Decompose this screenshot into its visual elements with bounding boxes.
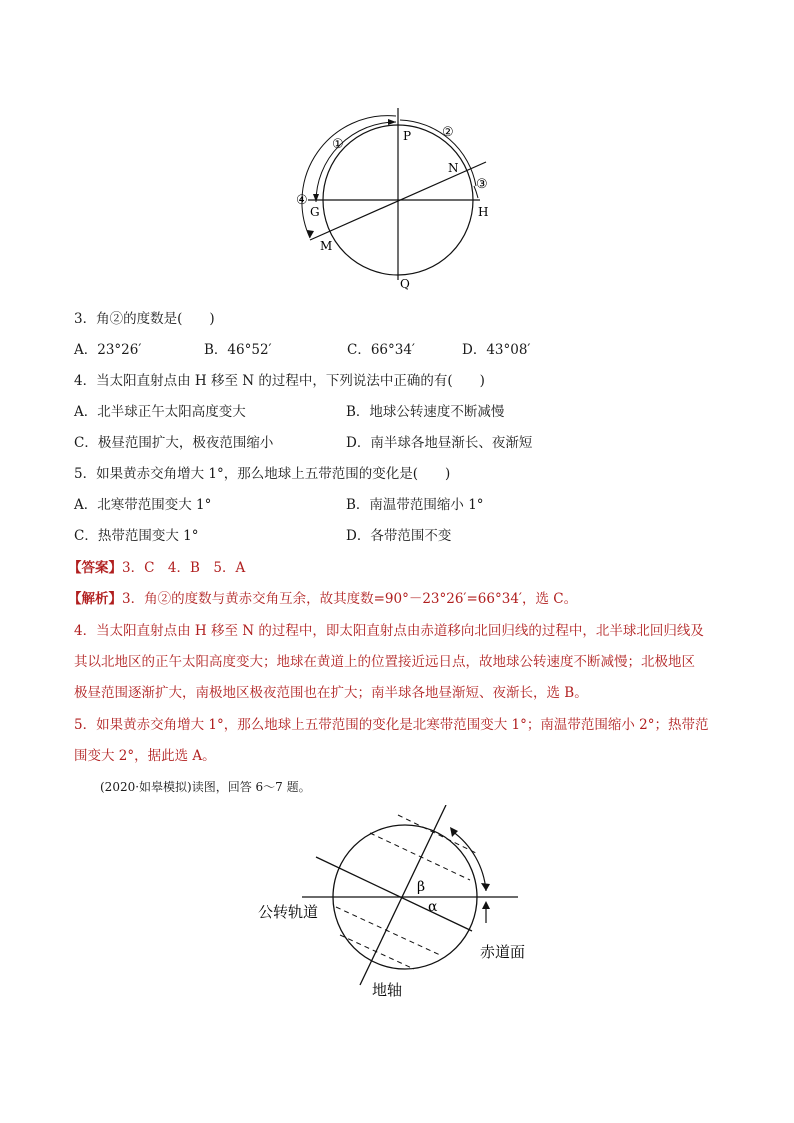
q5-option-b: B．南温带范围缩小 1° bbox=[346, 497, 484, 513]
q3-option-a: A．23°26′ bbox=[74, 342, 142, 358]
label-G: G bbox=[310, 205, 320, 219]
figure-earth-orbit bbox=[250, 805, 550, 1005]
analysis-line-5: 5．如果黄赤交角增大 1°，那么地球上五带范围的变化是北寒带范围变大 1°；南温带范围缩小 2°；热带范 bbox=[74, 717, 709, 733]
label-orbit: 公转轨道 bbox=[258, 903, 319, 921]
q3-option-d: D．43°08′ bbox=[462, 342, 531, 358]
q5-stem: 5．如果黄赤交角增大 1°，那么地球上五带范围的变化是( ) bbox=[74, 466, 451, 482]
label-H: H bbox=[478, 205, 489, 219]
analysis-tag: 【解析】 bbox=[68, 591, 122, 607]
q4-option-d: D．南半球各地昼渐长、夜渐短 bbox=[346, 435, 533, 451]
answer-text: 3．C 4．B 5．A bbox=[122, 560, 246, 576]
figure-celestial-circle bbox=[280, 100, 520, 295]
analysis-line-3: 其以北地区的正午太阳高度变大；地球在黄道上的位置接近远日点，故地球公转速度不断减慢；北极地区 bbox=[74, 654, 695, 670]
label-circle-2: ② bbox=[442, 125, 454, 140]
analysis-text-1: 3．角②的度数与黄赤交角互余，故其度数=90°－23°26′=66°34′，选 C。 bbox=[122, 591, 578, 607]
q5-option-a: A．北寒带范围变大 1° bbox=[74, 497, 212, 513]
q5-option-d: D．各带范围不变 bbox=[346, 528, 452, 544]
analysis-line-1 bbox=[68, 589, 577, 609]
q4-option-a: A．北半球正午太阳高度变大 bbox=[74, 404, 246, 420]
q3-option-b: B．46°52′ bbox=[204, 342, 272, 358]
label-circle-4: ④ bbox=[296, 193, 308, 208]
analysis-line-6: 围变大 2°，据此选 A。 bbox=[74, 748, 216, 764]
label-axis: 地轴 bbox=[372, 981, 403, 999]
q4-stem: 4．当太阳直射点由 H 移至 N 的过程中，下列说法中正确的有( ) bbox=[74, 373, 485, 389]
label-alpha: α bbox=[428, 899, 438, 915]
q4-option-b: B．地球公转速度不断减慢 bbox=[346, 404, 505, 420]
label-circle-1: ① bbox=[332, 137, 344, 152]
q4-option-c: C．极昼范围扩大，极夜范围缩小 bbox=[74, 435, 274, 451]
label-P: P bbox=[403, 129, 412, 143]
label-circle-3: ③ bbox=[476, 177, 488, 192]
q5-option-c: C．热带范围变大 1° bbox=[74, 528, 199, 544]
label-M: M bbox=[320, 239, 333, 253]
answer-tag: 【答案】 bbox=[68, 560, 122, 576]
answer-line bbox=[68, 558, 245, 578]
label-equator: 赤道面 bbox=[480, 943, 526, 961]
analysis-line-4: 极昼范围逐渐扩大，南极地区极夜范围也在扩大；南半球各地昼渐短、夜渐长，选 B。 bbox=[74, 685, 588, 701]
q3-option-c: C．66°34′ bbox=[347, 342, 416, 358]
label-N: N bbox=[448, 161, 459, 175]
analysis-line-2: 4．当太阳直射点由 H 移至 N 的过程中，即太阳直射点由赤道移向北回归线的过程中，北半球北回归线及 bbox=[74, 623, 704, 639]
label-Q: Q bbox=[400, 277, 410, 291]
intro-6-7: (2020·如皋模拟)读图，回答 6～7 题。 bbox=[100, 780, 311, 794]
label-beta: β bbox=[417, 879, 426, 895]
q3-stem: 3．角②的度数是( ) bbox=[74, 311, 215, 327]
